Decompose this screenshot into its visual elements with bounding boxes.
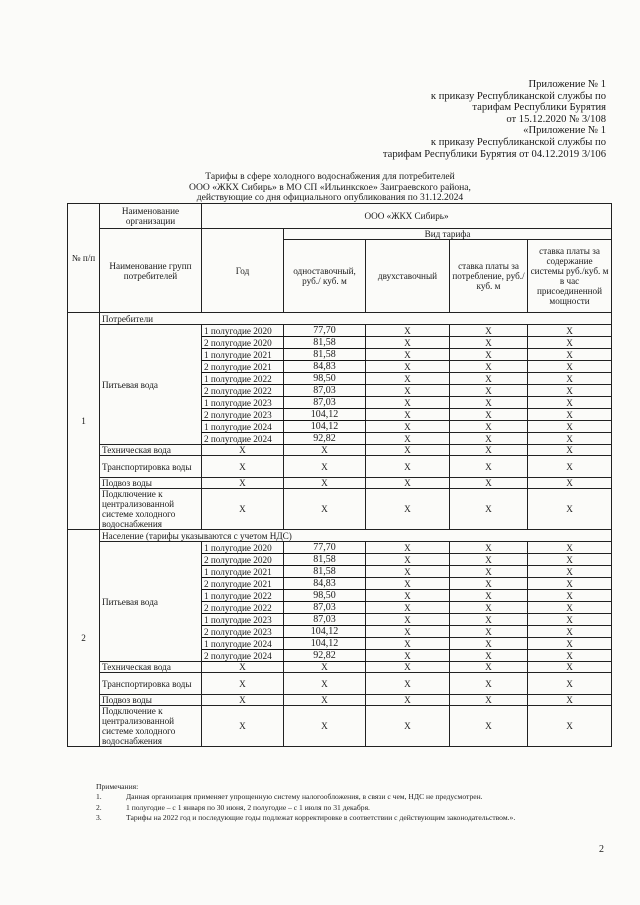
x-mark: X [528, 706, 612, 747]
x-mark: X [450, 602, 528, 614]
x-mark: X [202, 456, 284, 478]
table-row [68, 456, 612, 478]
period-cell: 1 полугодие 2024 [202, 421, 284, 433]
x-mark: X [450, 325, 528, 337]
service-name: Техническая вода [100, 445, 202, 456]
note-number: 1. [96, 792, 102, 802]
header-line: от 15.12.2020 № 3/108 [506, 113, 606, 125]
single-rate-value: 77,70 [284, 325, 366, 337]
header-line: к приказу Республиканской службы по [430, 90, 606, 102]
section-heading-row [68, 313, 612, 325]
col-num-header: № п/п [68, 204, 100, 313]
note-item [96, 792, 606, 802]
table-row [68, 489, 612, 530]
x-mark: X [366, 325, 450, 337]
x-mark: X [450, 626, 528, 638]
note-text: Данная организация применяет упрощенную систему налогообложения, в связи с чем, НДС не предусмотрен. [126, 792, 483, 802]
header-line: Приложение № 1 [528, 79, 606, 90]
x-mark: X [284, 662, 366, 673]
note-text: Тарифы на 2022 год и последующие годы подлежат корректировке в соответствии с действующим законодательством.». [126, 813, 516, 823]
single-rate-value: 98,50 [284, 373, 366, 385]
x-mark: X [366, 638, 450, 650]
section-heading: Население (тарифы указываются с учетом НДС) [100, 530, 612, 542]
section-heading-row [68, 530, 612, 542]
period-cell: 1 полугодие 2022 [202, 590, 284, 602]
x-mark: X [528, 673, 612, 695]
x-mark: X [366, 397, 450, 409]
x-mark: X [366, 337, 450, 349]
x-mark: X [450, 695, 528, 706]
tariff-type-header: Вид тарифа [284, 229, 612, 240]
x-mark: X [366, 602, 450, 614]
x-mark: X [450, 554, 528, 566]
x-mark: X [528, 554, 612, 566]
x-mark: X [528, 626, 612, 638]
x-mark: X [202, 695, 284, 706]
single-rate-value: 104,12 [284, 421, 366, 433]
single-rate-value: 81,58 [284, 337, 366, 349]
x-mark: X [366, 489, 450, 530]
service-name: Подвоз воды [100, 695, 202, 706]
x-mark: X [366, 445, 450, 456]
x-mark: X [450, 433, 528, 445]
x-mark: X [366, 614, 450, 626]
x-mark: X [528, 385, 612, 397]
x-mark: X [366, 706, 450, 747]
period-cell: 1 полугодие 2023 [202, 397, 284, 409]
x-mark: X [366, 433, 450, 445]
x-mark: X [450, 361, 528, 373]
x-mark: X [366, 478, 450, 489]
x-mark: X [450, 456, 528, 478]
single-rate-value: 87,03 [284, 614, 366, 626]
x-mark: X [450, 337, 528, 349]
period-cell: 1 полугодие 2023 [202, 614, 284, 626]
notes-heading: Примечания: [96, 782, 139, 791]
x-mark: X [366, 578, 450, 590]
x-mark: X [450, 385, 528, 397]
period-cell: 2 полугодие 2021 [202, 361, 284, 373]
single-rate-value: 87,03 [284, 397, 366, 409]
section-heading: Потребители [100, 313, 612, 325]
single-rate-value: 92,82 [284, 433, 366, 445]
x-mark: X [366, 361, 450, 373]
single-rate-value: 98,50 [284, 590, 366, 602]
x-mark: X [202, 445, 284, 456]
section-number: 2 [68, 530, 100, 747]
single-rate-value: 84,83 [284, 578, 366, 590]
x-mark: X [450, 614, 528, 626]
table-row [68, 706, 612, 747]
x-mark: X [528, 566, 612, 578]
single-rate-value: 104,12 [284, 638, 366, 650]
x-mark: X [202, 706, 284, 747]
header-line: «Приложение № 1 [523, 125, 606, 137]
drinking-water-label: Питьевая вода [100, 542, 202, 662]
title-line: ООО «ЖКХ Сибирь» в МО СП «Ильинкское» Заиграевского района, [189, 181, 471, 193]
x-mark: X [284, 695, 366, 706]
service-name: Подвоз воды [100, 478, 202, 489]
table-row [68, 673, 612, 695]
x-mark: X [202, 489, 284, 530]
x-mark: X [528, 650, 612, 662]
period-cell: 2 полугодие 2023 [202, 626, 284, 638]
period-cell: 1 полугодие 2024 [202, 638, 284, 650]
x-mark: X [528, 695, 612, 706]
table-row [68, 542, 612, 554]
x-mark: X [450, 590, 528, 602]
x-mark: X [366, 590, 450, 602]
x-mark: X [450, 445, 528, 456]
period-cell: 2 полугодие 2024 [202, 650, 284, 662]
x-mark: X [366, 421, 450, 433]
org-name: ООО «ЖКХ Сибирь» [202, 204, 612, 229]
approval-header [383, 79, 606, 160]
x-mark: X [528, 590, 612, 602]
service-name: Транспортировка воды [100, 456, 202, 478]
notes [96, 782, 606, 824]
x-mark: X [450, 542, 528, 554]
x-mark: X [528, 478, 612, 489]
table-row [68, 445, 612, 456]
single-rate-value: 87,03 [284, 602, 366, 614]
col-rate-header: ставка платы за потребление, руб./ куб. м [450, 240, 528, 313]
period-cell: 1 полугодие 2022 [202, 373, 284, 385]
period-cell: 1 полугодие 2021 [202, 349, 284, 361]
period-cell: 2 полугодие 2020 [202, 554, 284, 566]
x-mark: X [528, 489, 612, 530]
table-row [68, 695, 612, 706]
x-mark: X [528, 397, 612, 409]
period-cell: 2 полугодие 2024 [202, 433, 284, 445]
x-mark: X [450, 662, 528, 673]
x-mark: X [366, 373, 450, 385]
period-cell: 2 полугодие 2023 [202, 409, 284, 421]
period-cell: 2 полугодие 2021 [202, 578, 284, 590]
col-content-header: ставка платы за содержание системы руб./куб. м в час присоединенной мощности [528, 240, 612, 313]
x-mark: X [202, 662, 284, 673]
x-mark: X [528, 433, 612, 445]
section-number: 1 [68, 313, 100, 530]
title-line: действующие со дня официального опубликования по 31.12.2024 [196, 192, 464, 204]
col-groups-header: Наименование групп потребителей [100, 229, 202, 313]
period-cell: 2 полугодие 2022 [202, 602, 284, 614]
col-org-header: Наименование организации [100, 204, 202, 229]
x-mark: X [528, 602, 612, 614]
x-mark: X [366, 349, 450, 361]
x-mark: X [366, 456, 450, 478]
col-year-header: Год [202, 229, 284, 313]
service-name: Техническая вода [100, 662, 202, 673]
x-mark: X [366, 554, 450, 566]
x-mark: X [450, 489, 528, 530]
header-line: тарифам Республики Бурятия от 04.12.2019 3/106 [382, 148, 606, 160]
x-mark: X [450, 349, 528, 361]
note-text: 1 полугодие – с 1 января по 30 июня, 2 полугодие – с 1 июля по 31 декабря. [126, 802, 370, 812]
drinking-water-label: Питьевая вода [100, 325, 202, 445]
single-rate-value: 104,12 [284, 626, 366, 638]
x-mark: X [450, 566, 528, 578]
x-mark: X [366, 409, 450, 421]
period-cell: 1 полугодие 2021 [202, 566, 284, 578]
x-mark: X [528, 662, 612, 673]
x-mark: X [528, 325, 612, 337]
period-cell: 1 полугодие 2020 [202, 325, 284, 337]
x-mark: X [528, 542, 612, 554]
x-mark: X [366, 566, 450, 578]
x-mark: X [528, 445, 612, 456]
period-cell: 1 полугодие 2020 [202, 542, 284, 554]
x-mark: X [366, 650, 450, 662]
header-line: тарифам Республики Бурятия [472, 102, 606, 114]
x-mark: X [366, 542, 450, 554]
table-row [68, 478, 612, 489]
x-mark: X [528, 409, 612, 421]
x-mark: X [366, 695, 450, 706]
x-mark: X [284, 706, 366, 747]
x-mark: X [528, 337, 612, 349]
x-mark: X [528, 349, 612, 361]
x-mark: X [450, 478, 528, 489]
x-mark: X [450, 638, 528, 650]
x-mark: X [528, 421, 612, 433]
x-mark: X [450, 706, 528, 747]
x-mark: X [284, 445, 366, 456]
service-name: Транспортировка воды [100, 673, 202, 695]
x-mark: X [366, 385, 450, 397]
x-mark: X [450, 397, 528, 409]
single-rate-value: 92,82 [284, 650, 366, 662]
table-row [68, 662, 612, 673]
x-mark: X [528, 456, 612, 478]
x-mark: X [450, 673, 528, 695]
x-mark: X [284, 478, 366, 489]
col-single-header: одноставочный, руб./ куб. м [284, 240, 366, 313]
document-title [150, 172, 510, 204]
x-mark: X [202, 478, 284, 489]
x-mark: X [284, 456, 366, 478]
x-mark: X [284, 673, 366, 695]
single-rate-value: 81,58 [284, 554, 366, 566]
x-mark: X [366, 673, 450, 695]
x-mark: X [450, 409, 528, 421]
header-line: к приказу Республиканской службы по [430, 136, 606, 148]
x-mark: X [450, 373, 528, 385]
x-mark: X [284, 489, 366, 530]
note-number: 2. [96, 802, 102, 812]
title-line: Тарифы в сфере холодного водоснабжения для потребителей [205, 171, 455, 182]
x-mark: X [528, 373, 612, 385]
tariff-table-body [68, 313, 612, 747]
x-mark: X [528, 578, 612, 590]
note-item [96, 813, 606, 823]
single-rate-value: 84,83 [284, 361, 366, 373]
period-cell: 2 полугодие 2022 [202, 385, 284, 397]
col-double-header: двухставочный [366, 240, 450, 313]
x-mark: X [450, 578, 528, 590]
tariff-table [67, 203, 612, 747]
single-rate-value: 81,58 [284, 349, 366, 361]
x-mark: X [528, 614, 612, 626]
single-rate-value: 77,70 [284, 542, 366, 554]
service-name: Подключение к централизованной системе холодного водоснабжения [100, 706, 202, 747]
note-item [96, 803, 606, 813]
x-mark: X [202, 673, 284, 695]
x-mark: X [366, 626, 450, 638]
note-number: 3. [96, 813, 102, 823]
single-rate-value: 104,12 [284, 409, 366, 421]
period-cell: 2 полугодие 2020 [202, 337, 284, 349]
x-mark: X [528, 361, 612, 373]
x-mark: X [450, 421, 528, 433]
x-mark: X [366, 662, 450, 673]
service-name: Подключение к централизованной системе холодного водоснабжения [100, 489, 202, 530]
page-number: 2 [599, 844, 604, 855]
x-mark: X [528, 638, 612, 650]
single-rate-value: 81,58 [284, 566, 366, 578]
single-rate-value: 87,03 [284, 385, 366, 397]
table-row [68, 325, 612, 337]
x-mark: X [450, 650, 528, 662]
